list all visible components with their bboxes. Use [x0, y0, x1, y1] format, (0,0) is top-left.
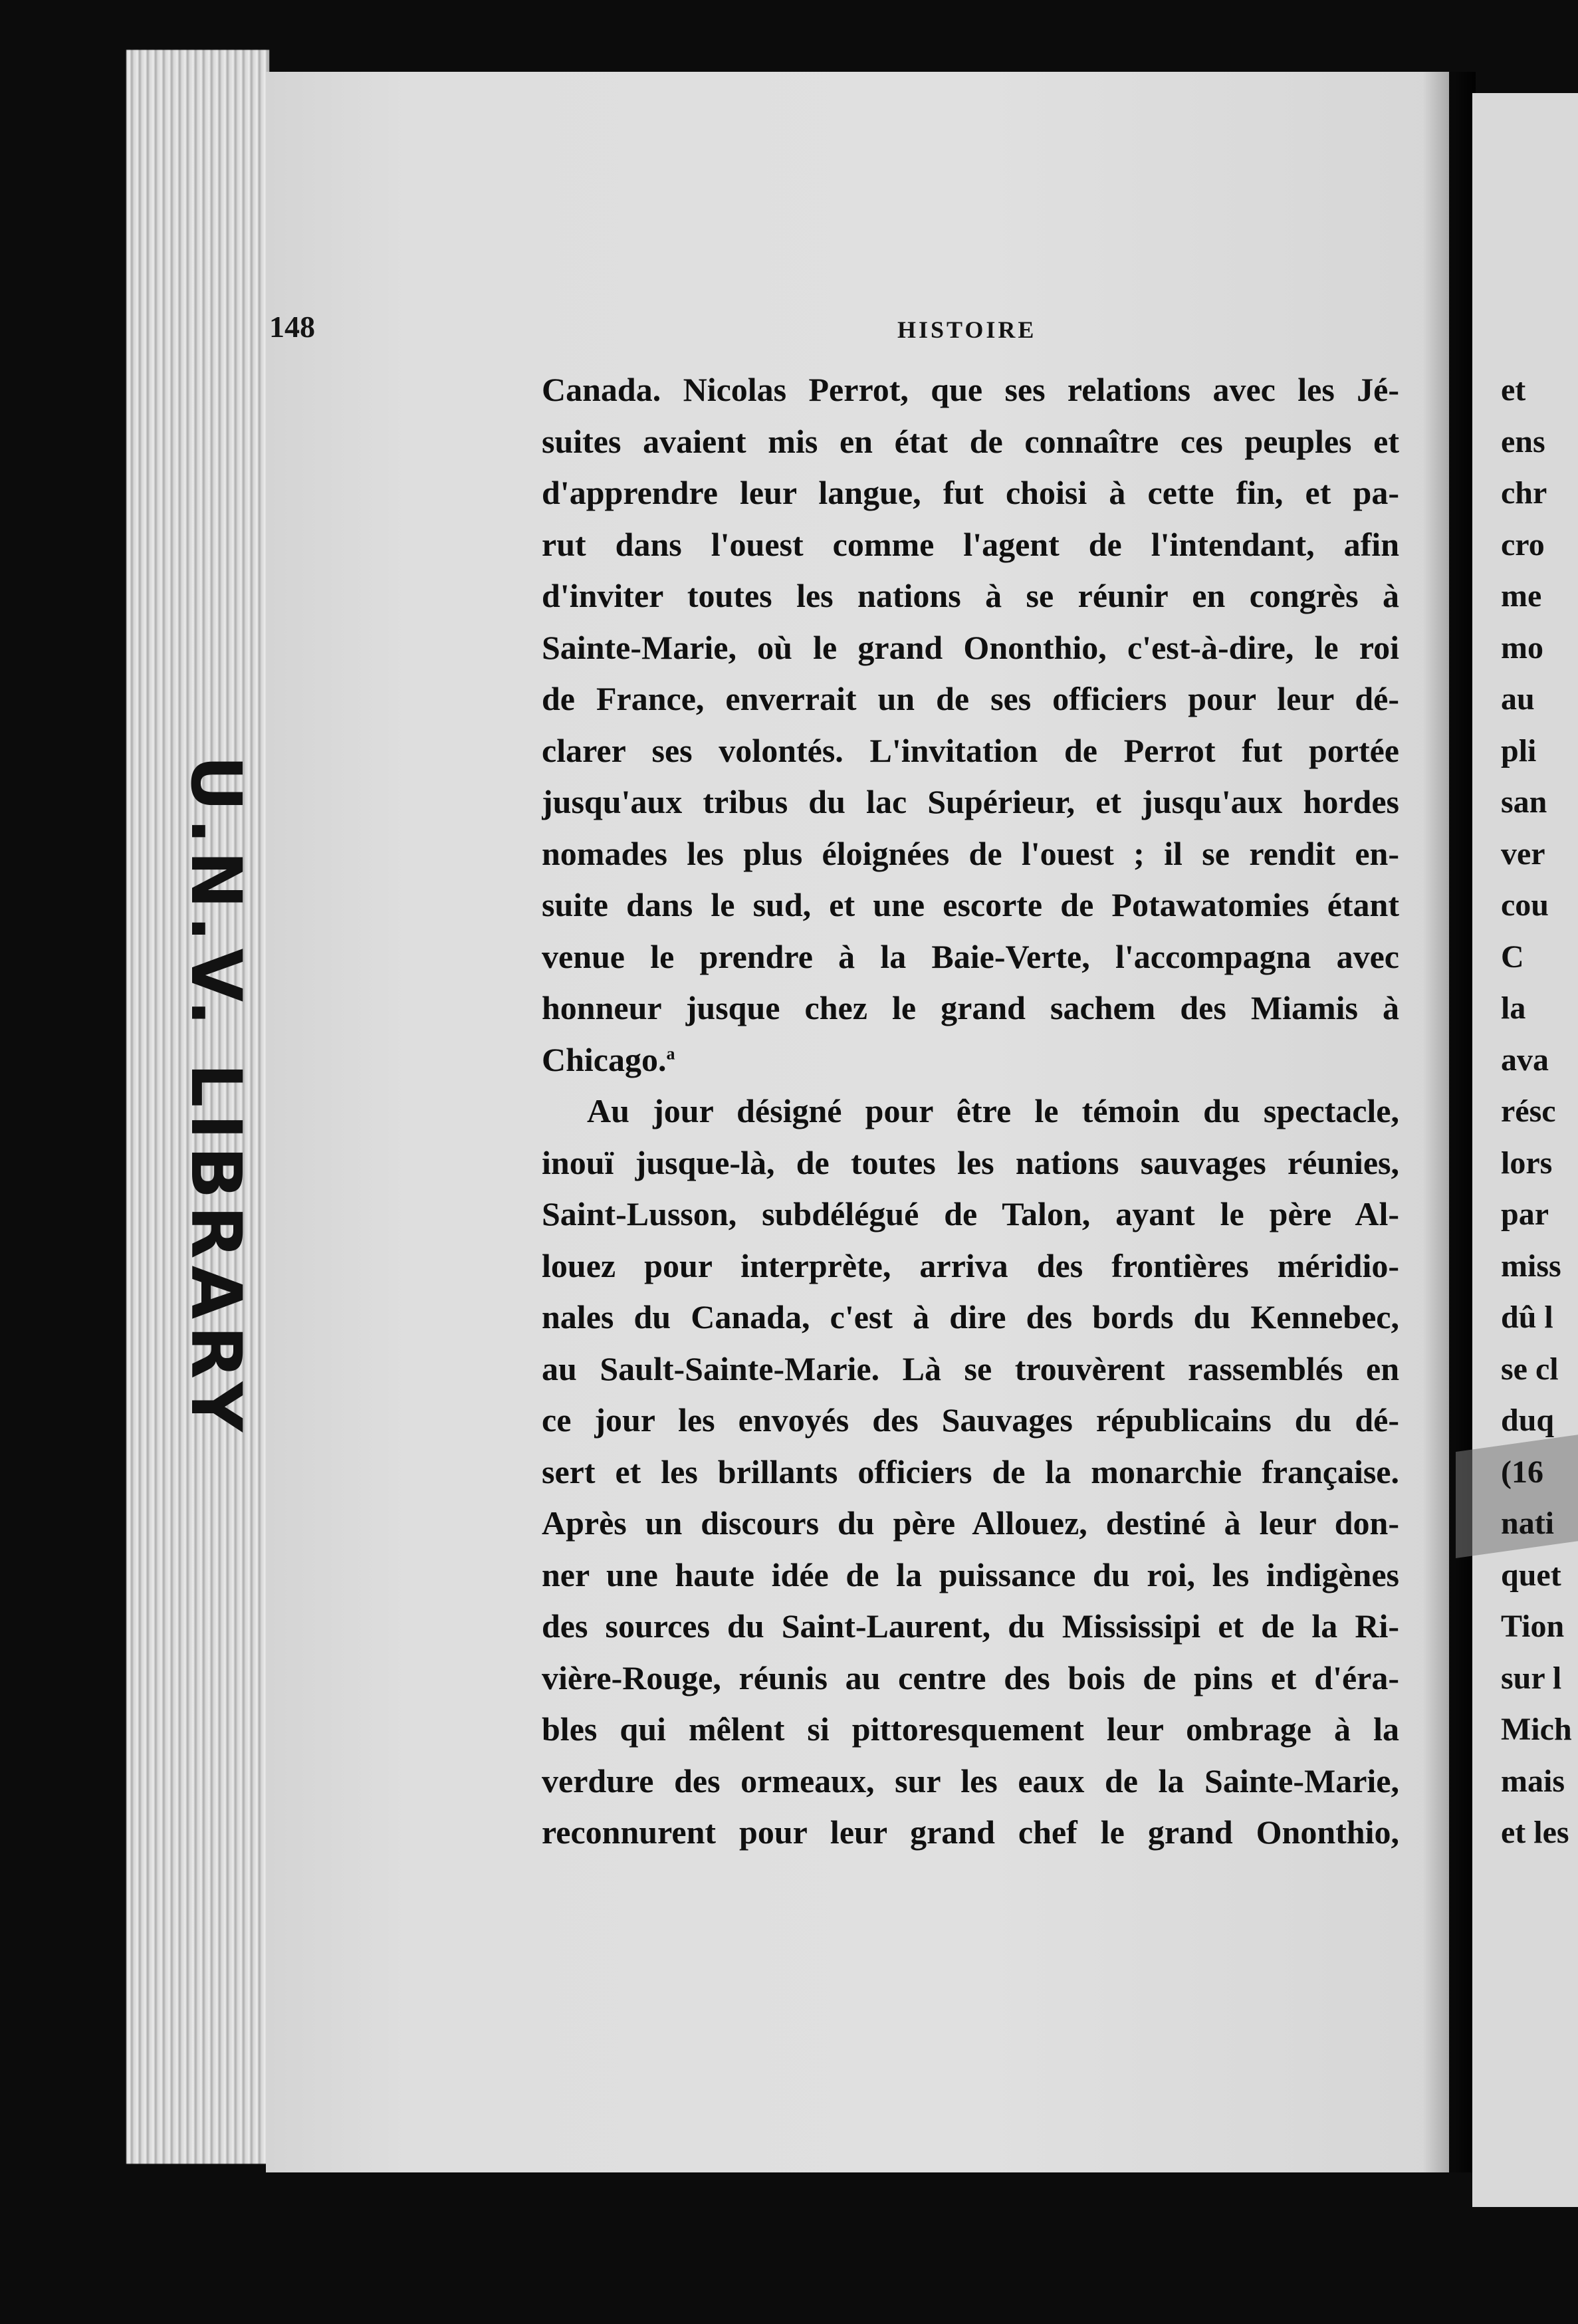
body-text: [542, 364, 1399, 1859]
facing-line: san: [1501, 784, 1547, 820]
text-line: de France, enverrait un de ses officiers pour leur dé-: [542, 680, 1399, 717]
facing-line: mo: [1501, 630, 1543, 665]
text-line: inouï jusque-là, de toutes les nations sauvages réunies,: [542, 1143, 1399, 1181]
page-number: 148: [269, 310, 315, 344]
facing-line: la: [1501, 990, 1526, 1026]
text-line: suites avaient mis en état de connaître ces peuples et: [542, 422, 1399, 460]
facing-line: nati: [1501, 1506, 1555, 1541]
library-stamp-text: U.N.V. LIBRARY: [175, 755, 257, 1439]
text-line: verdure des ormeaux, sur les eaux de la Sainte-Marie,: [542, 1762, 1399, 1800]
text-line: d'apprendre leur langue, fut choisi à cette fin, et pa-: [542, 474, 1399, 511]
facing-line: me: [1501, 578, 1542, 614]
facing-line: résc: [1501, 1094, 1556, 1129]
facing-line: ens: [1501, 423, 1545, 459]
facing-page-text: [1501, 364, 1578, 1859]
facing-line: se cl: [1501, 1351, 1559, 1387]
text-line: sert et les brillants officiers de la monarchie française.: [542, 1452, 1399, 1490]
facing-line: au: [1501, 681, 1535, 717]
text-line: d'inviter toutes les nations à se réunir en congrès à: [542, 577, 1399, 614]
paragraph-end-line: [542, 1034, 1399, 1086]
text-line: vière-Rouge, réunis au centre des bois de pins et d'éra-: [542, 1659, 1399, 1696]
text-line: jusqu'aux tribus du lac Supérieur, et jusqu'aux hordes: [542, 783, 1399, 820]
facing-line: quet: [1501, 1557, 1561, 1593]
facing-line: Mich: [1501, 1712, 1572, 1747]
page-header: [269, 309, 1399, 349]
text-line: Canada. Nicolas Perrot, que ses relations avec les Jé-: [542, 371, 1399, 408]
facing-line: sur l: [1501, 1660, 1562, 1696]
facing-line: lors: [1501, 1145, 1553, 1181]
text-line: au Sault-Sainte-Marie. Là se trouvèrent rassemblés en: [542, 1349, 1399, 1387]
facing-line: cro: [1501, 526, 1545, 562]
facing-line: C: [1501, 939, 1524, 975]
text-line: venue le prendre à la Baie-Verte, l'accompagna avec: [542, 937, 1399, 975]
text-line: honneur jusque chez le grand sachem des Miamis à: [542, 989, 1399, 1026]
library-stamp: [169, 755, 263, 1439]
running-title: HISTOIRE: [897, 316, 1037, 343]
gutter-shadow: [1422, 72, 1476, 2172]
text-line: clarer ses volontés. L'invitation de Perrot fut portée: [542, 731, 1399, 769]
facing-line: Tion: [1501, 1609, 1565, 1644]
text-line: rut dans l'ouest comme l'agent de l'intendant, afin: [542, 525, 1399, 563]
text-line: nales du Canada, c'est à dire des bords du Kennebec,: [542, 1298, 1399, 1336]
text-line: suite dans le sud, et une escorte de Potawatomies étant: [542, 886, 1399, 923]
facing-line: miss: [1501, 1248, 1561, 1284]
facing-line: dû l: [1501, 1300, 1553, 1335]
text-line: louez pour interprète, arriva des frontières méridio-: [542, 1246, 1399, 1284]
text-line: Chicago.: [542, 1040, 667, 1078]
text-line: ner une haute idée de la puissance du roi, les indigènes: [542, 1556, 1399, 1593]
facing-line: et les: [1501, 1815, 1569, 1850]
facing-line: ver: [1501, 836, 1545, 872]
facing-line: et: [1501, 372, 1526, 407]
text-line: ce jour les envoyés des Sauvages républicains du dé-: [542, 1401, 1399, 1439]
facing-line: mais: [1501, 1763, 1565, 1799]
text-line: Au jour désigné pour être le témoin du spectacle,: [587, 1092, 1399, 1129]
footnote-mark: a: [666, 1043, 675, 1063]
text-line: nomades les plus éloignées de l'ouest ; il se rendit en-: [542, 834, 1399, 872]
facing-line: chr: [1501, 475, 1547, 511]
text-line: reconnurent pour leur grand chef le grand Ononthio,: [542, 1813, 1399, 1851]
text-line: des sources du Saint-Laurent, du Mississipi et de la Ri-: [542, 1607, 1399, 1645]
text-line: Sainte-Marie, où le grand Ononthio, c'est-à-dire, le roi: [542, 628, 1399, 666]
facing-line: pli: [1501, 733, 1537, 768]
facing-line: cou: [1501, 887, 1549, 923]
facing-line: par: [1501, 1197, 1549, 1232]
facing-line: ava: [1501, 1042, 1549, 1078]
facing-line: (16: [1501, 1454, 1543, 1490]
text-line: Saint-Lusson, subdélégué de Talon, ayant le père Al-: [542, 1195, 1399, 1232]
text-line: bles qui mêlent si pittoresquement leur ombrage à la: [542, 1710, 1399, 1748]
text-line: Après un discours du père Allouez, destiné à leur don-: [542, 1504, 1399, 1542]
facing-line: duq: [1501, 1403, 1555, 1438]
